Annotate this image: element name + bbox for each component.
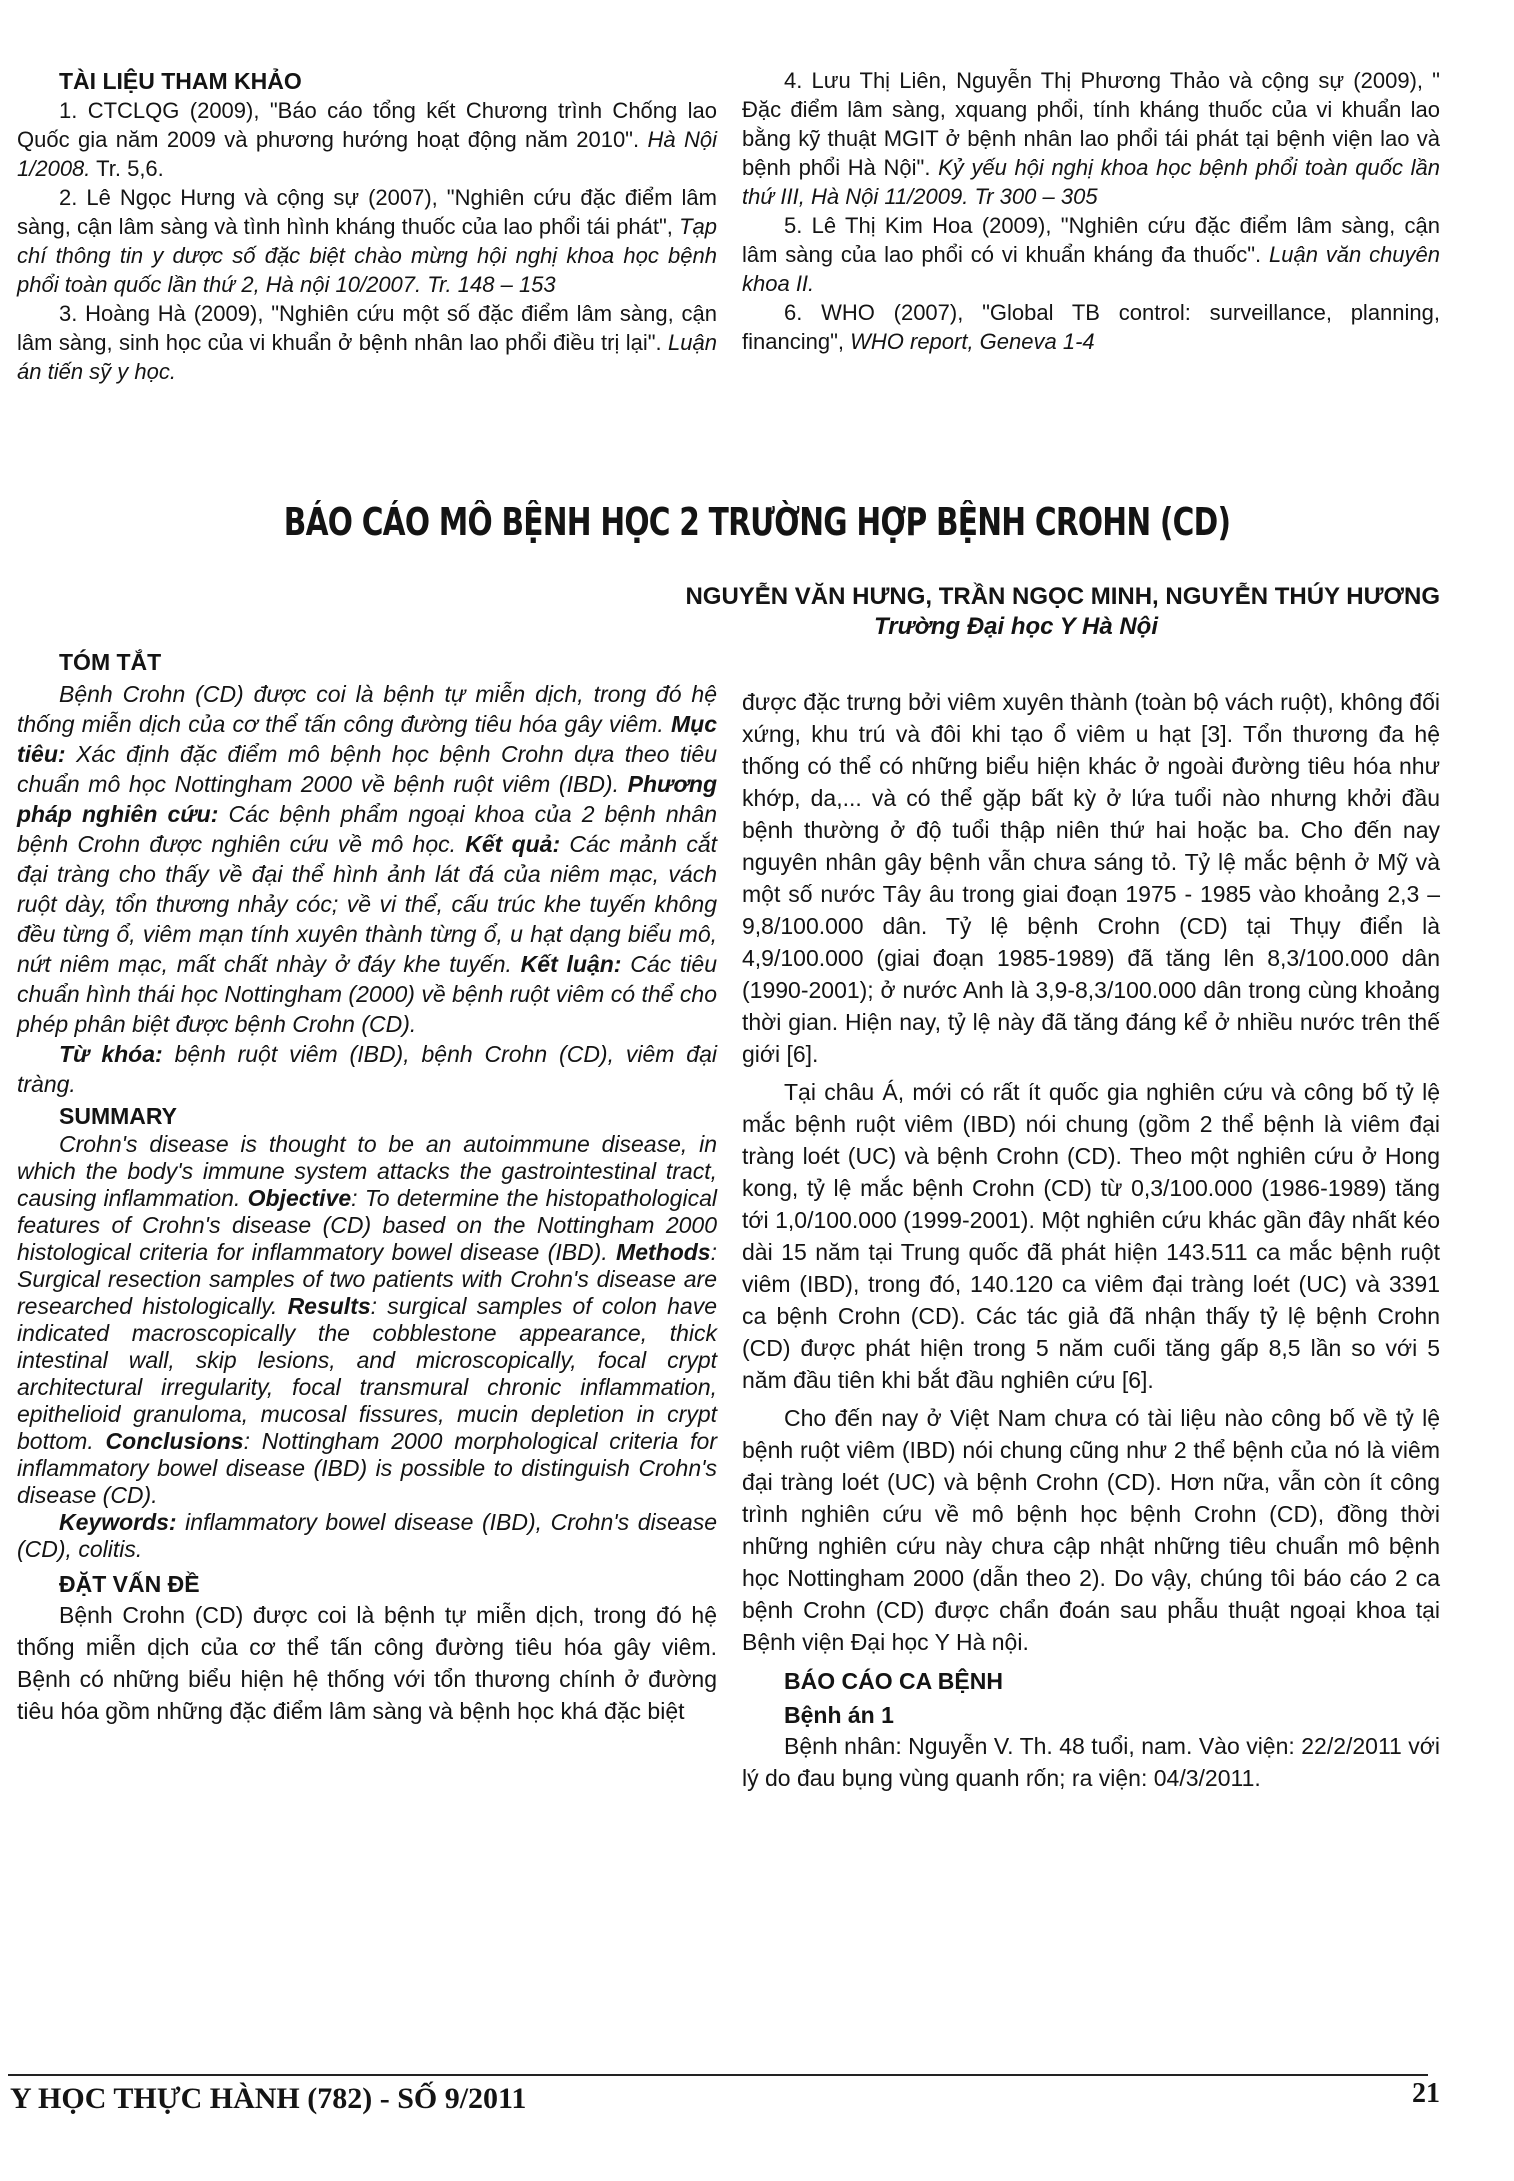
article-title: BÁO CÁO MÔ BỆNH HỌC 2 TRƯỜNG HỢP BỆNH CROHN (CD) [283, 500, 1231, 544]
abstract-vi-heading: TÓM TẮT [59, 649, 162, 675]
abstract-en-keywords: Keywords: inflammatory bowel disease (IBD), Crohn's disease (CD), colitis. [17, 1509, 717, 1562]
left-column [17, 647, 717, 1733]
right-column [742, 686, 1440, 1800]
journal-footer: Y HỌC THỰC HÀNH (782) - SỐ 9/2011 [10, 2082, 527, 2115]
case-1-text: Bệnh nhân: Nguyễn V. Th. 48 tuổi, nam. Vào viện: 22/2/2011 với lý do đau bụng vùng quanh rốn; ra viện: 04/3/2011. [742, 1733, 1440, 1791]
article-authors: NGUYỄN VĂN HƯNG, TRẦN NGỌC MINH, NGUYỄN THÚY HƯƠNG [685, 583, 1440, 610]
case-report-heading: BÁO CÁO CA BỆNH [784, 1668, 1003, 1694]
abstract-vi-keywords: Từ khóa: bệnh ruột viêm (IBD), bệnh Crohn (CD), viêm đại tràng. [17, 1041, 717, 1097]
reference-5: 5. Lê Thị Kim Hoa (2009), "Nghiên cứu đặc điểm lâm sàng, cận lâm sàng của lao phổi có vi khuẩn kháng đa thuốc". Luận văn chuyên khoa II. [742, 213, 1441, 296]
intro-paragraph-1-start: Bệnh Crohn (CD) được coi là bệnh tự miễn dịch, trong đó hệ thống miễn dịch của cơ thể tấn công đường tiêu hóa gây viêm. Bệnh có những biểu hiện hệ thống với tổn thương chính ở đường tiêu hóa gồm những đặc điểm lâm sàng và bệnh học khá đặc biệt [17, 1602, 717, 1724]
intro-paragraph-1-cont: được đặc trưng bởi viêm xuyên thành (toàn bộ vách ruột), không đối xứng, khu trú và đôi khi tạo ổ viêm u hạt [3]. Tổn thương đa hệ thống có thể có những biểu hiện khác ở ngoài đường tiêu hóa như khớp, da,... và có thể gặp bất kỳ ở lứa tuổi nào nhưng khởi đầu bệnh thường ở độ tuổi thập niên thứ hai hoặc ba. Cho đến nay nguyên nhân gây bệnh vẫn chưa sáng tỏ. Tỷ lệ mắc bệnh ở Mỹ và một số nước Tây âu trong giai đoạn 1975 - 1985 vào khoảng 2,3 – 9,8/100.000 dân. Tỷ lệ bệnh Crohn (CD) tại Thụy điển là 4,9/100.000 (giai đoạn 1985-1989) đã tăng lên 8,3/100.000 dân (1990-2001); ở nước Anh là 3,9-8,3/100.000 dân trong cùng khoảng thời gian. Hiện nay, tỷ lệ này đã tăng đáng kể ở nhiều nước trên thế giới [6]. [742, 689, 1440, 1067]
intro-paragraph-2: Tại châu Á, mới có rất ít quốc gia nghiên cứu và công bố tỷ lệ mắc bệnh ruột viêm (IBD) nói chung (gồm 2 thể bệnh là viêm đại tràng loét (UC) và bệnh Crohn (CD). Theo một nghiên cứu ở Hong kong, tỷ lệ mắc bệnh Crohn (CD) từ 0,3/100.000 (1986-1989) tăng tới 1,0/100.000 (1999-2001). Một nghiên cứu khác gần đây nhất kéo dài 15 năm tại Trung quốc đã phát hiện 143.511 ca mắc bệnh ruột viêm (IBD), trong đó, 140.120 ca viêm đại tràng loét (UC) và 3391 ca bệnh Crohn (CD). Các tác giả đã nhận thấy tỷ lệ bệnh Crohn (CD) được phát hiện trong 5 năm cuối tăng gấp 8,5 lần so với 5 năm đầu tiên khi bắt đầu nghiên cứu [6]. [742, 1079, 1440, 1393]
reference-3: 3. Hoàng Hà (2009), "Nghiên cứu một số đặc điểm lâm sàng, cận lâm sàng, sinh học của vi khuẩn ở bệnh nhân lao phổi điều trị lại". Luận án tiến sỹ y học. [17, 301, 717, 384]
reference-6: 6. WHO (2007), "Global TB control: surveillance, planning, financing", WHO report, Geneva 1-4 [742, 300, 1440, 354]
intro-heading: ĐẶT VẤN ĐỀ [59, 1571, 200, 1597]
abstract-en-heading: SUMMARY [59, 1103, 177, 1129]
reference-2: 2. Lê Ngọc Hưng và cộng sự (2007), "Nghiên cứu đặc điểm lâm sàng, cận lâm sàng và tình hình kháng thuốc của lao phổi tái phát", Tạp chí thông tin y dược số đặc biệt chào mừng hội nghị khoa học bệnh phổi toàn quốc lần thứ 2, Hà nội 10/2007. Tr. 148 – 153 [17, 185, 717, 297]
intro-paragraph-3: Cho đến nay ở Việt Nam chưa có tài liệu nào công bố về tỷ lệ bệnh ruột viêm (IBD) nói chung cũng như 2 thể bệnh của nó là viêm đại tràng loét (UC) và bệnh Crohn (CD). Hơn nữa, vẫn còn ít công trình nghiên cứu về mô bệnh học bệnh Crohn (CD), đồng thời những nghiên cứu này chưa cập nhật những tiêu chuẩn mô bệnh học Nottingham 2000 (dẫn theo 2). Do vậy, chúng tôi báo cáo 2 ca bệnh Crohn (CD) được chẩn đoán sau phẫu thuật ngoại khoa tại Bệnh viện Đại học Y Hà nội. [742, 1405, 1440, 1655]
reference-4: 4. Lưu Thị Liên, Nguyễn Thị Phương Thảo và cộng sự (2009), " Đặc điểm lâm sàng, xquang phổi, tính kháng thuốc của vi khuẩn lao bằng kỹ thuật MGIT ở bệnh nhân lao phổi tái phát tại bệnh viện lao và bệnh phổi Hà Nội". Kỷ yếu hội nghị khoa học bệnh phổi toàn quốc lần thứ III, Hà Nội 11/2009. Tr 300 – 305 [742, 68, 1440, 209]
references-left [17, 66, 717, 386]
page-number: 21 [1412, 2078, 1440, 2109]
references-heading: TÀI LIỆU THAM KHẢO [59, 68, 302, 94]
case-1-heading: Bệnh án 1 [784, 1702, 894, 1728]
references-right [742, 66, 1440, 356]
reference-1: 1. CTCLQG (2009), "Báo cáo tổng kết Chương trình Chống lao Quốc gia năm 2009 và phương hướng hoạt động năm 2010". Hà Nội 1/2008. Tr. 5,6. [17, 98, 717, 181]
article-affiliation: Trường Đại học Y Hà Nội [874, 613, 1158, 640]
abstract-en-body: Crohn's disease is thought to be an autoimmune disease, in which the body's immune system attacks the gastrointestinal tract, causing inflammation. Objective: To determine the histopathological features of Crohn's disease (CD) based on the Nottingham 2000 histological criteria for inflammatory bowel disease (IBD). Methods: Surgical resection samples of two patients with Crohn's disease are researched histologically. Results: surgical samples of colon have indicated macroscopically the cobblestone appearance, thick intestinal wall, skip lesions, and microscopically, focal crypt architectural irregularity, focal transmural chronic inflammation, epithelioid granuloma, mucosal fissures, mucin depletion in crypt bottom. Conclusions: Nottingham 2000 morphological criteria for inflammatory bowel disease (IBD) is possible to distinguish Crohn's disease (CD). [17, 1131, 717, 1508]
footer-rule [8, 2074, 1428, 2076]
abstract-vi-body: Bệnh Crohn (CD) được coi là bệnh tự miễn dịch, trong đó hệ thống miễn dịch của cơ thể tấn công đường tiêu hóa gây viêm. Mục tiêu: Xác định đặc điểm mô bệnh học bệnh Crohn dựa theo tiêu chuẩn mô học Nottingham 2000 về bệnh ruột viêm (IBD). Phương pháp nghiên cứu: Các bệnh phẩm ngoại khoa của 2 bệnh nhân bệnh Crohn được nghiên cứu về mô học. Kết quả: Các mảnh cắt đại tràng cho thấy về đại thể hình ảnh lát đá của niêm mạc, vách ruột dày, tổn thương nhảy cóc; về vi thể, cấu trúc khe tuyến không đều từng ổ, viêm mạn tính xuyên thành từng ổ, u hạt dạng biểu mô, nứt niêm mạc, mất chất nhày ở đáy khe tuyến. Kết luận: Các tiêu chuẩn hình thái học Nottingham (2000) về bệnh ruột viêm có thể cho phép phân biệt được bệnh Crohn (CD). [17, 681, 717, 1037]
